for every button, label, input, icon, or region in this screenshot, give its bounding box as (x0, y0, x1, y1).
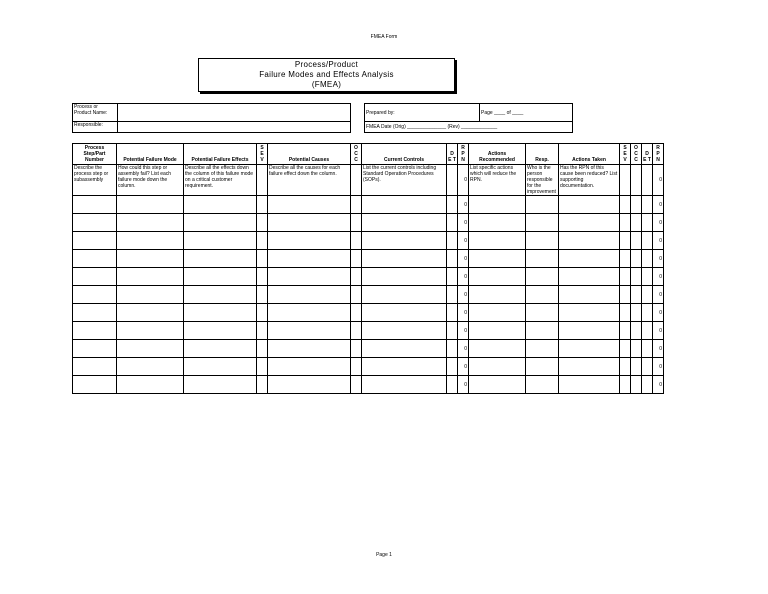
cell-resp[interactable] (526, 268, 559, 286)
col-resp: Resp. (526, 144, 559, 165)
cell-occ-2[interactable] (631, 286, 642, 304)
cell-failure-effects[interactable] (184, 340, 257, 358)
cell-resp[interactable] (526, 358, 559, 376)
cell-causes[interactable] (268, 340, 351, 358)
cell-causes[interactable] (268, 358, 351, 376)
cell-rpn-2: 0 (653, 196, 664, 214)
cell-sev-2[interactable] (620, 232, 631, 250)
table-row (73, 322, 664, 340)
cell-step[interactable] (73, 214, 117, 232)
cell-det[interactable] (447, 358, 458, 376)
example-occ-2[interactable] (631, 165, 642, 196)
cell-failure-mode[interactable] (117, 358, 184, 376)
cell-rpn: 0 (458, 268, 469, 286)
cell-det[interactable] (447, 286, 458, 304)
cell-occ[interactable] (351, 250, 362, 268)
cell-rpn-2: 0 (653, 304, 664, 322)
cell-controls[interactable] (362, 358, 447, 376)
cell-causes[interactable] (268, 304, 351, 322)
cell-sev-2[interactable] (620, 250, 631, 268)
cell-det[interactable] (447, 322, 458, 340)
process-name-field[interactable] (118, 104, 351, 122)
cell-controls[interactable] (362, 376, 447, 394)
fmea-date-field[interactable]: FMEA Date (Orig) ______________ (Rev) _____________ (365, 122, 573, 133)
cell-occ-2[interactable] (631, 358, 642, 376)
cell-det-2[interactable] (642, 376, 653, 394)
cell-sev[interactable] (257, 214, 268, 232)
cell-sev-2[interactable] (620, 304, 631, 322)
cell-step[interactable] (73, 196, 117, 214)
cell-controls[interactable] (362, 196, 447, 214)
cell-causes[interactable] (268, 268, 351, 286)
table-row (73, 376, 664, 394)
cell-det[interactable] (447, 214, 458, 232)
cell-rpn: 0 (458, 376, 469, 394)
cell-controls[interactable] (362, 250, 447, 268)
cell-failure-mode[interactable] (117, 304, 184, 322)
fmea-header-row (73, 144, 664, 165)
cell-sev[interactable] (257, 250, 268, 268)
col-failure-effects: Potential Failure Effects (184, 144, 257, 165)
cell-resp[interactable] (526, 376, 559, 394)
cell-rpn-2: 0 (653, 322, 664, 340)
cell-det[interactable] (447, 340, 458, 358)
cell-controls[interactable] (362, 340, 447, 358)
cell-actions-taken[interactable] (559, 376, 620, 394)
cell-resp[interactable] (526, 232, 559, 250)
cell-resp[interactable] (526, 340, 559, 358)
example-det[interactable] (447, 165, 458, 196)
cell-step[interactable] (73, 376, 117, 394)
cell-step[interactable] (73, 322, 117, 340)
cell-failure-effects[interactable] (184, 250, 257, 268)
table-row (73, 268, 664, 286)
cell-rpn-2: 0 (653, 250, 664, 268)
cell-failure-mode[interactable] (117, 232, 184, 250)
cell-failure-mode[interactable] (117, 322, 184, 340)
cell-failure-effects[interactable] (184, 232, 257, 250)
cell-rpn-2: 0 (653, 376, 664, 394)
col-failure-mode: Potential Failure Mode (117, 144, 184, 165)
cell-sev-2[interactable] (620, 322, 631, 340)
cell-sev-2[interactable] (620, 340, 631, 358)
cell-step[interactable] (73, 340, 117, 358)
example-sev[interactable] (257, 165, 268, 196)
cell-rpn-2: 0 (653, 232, 664, 250)
cell-resp[interactable] (526, 196, 559, 214)
cell-controls[interactable] (362, 214, 447, 232)
example-rpn-2: 0 (653, 165, 664, 196)
cell-actions-recommended[interactable] (469, 376, 526, 394)
cell-occ-2[interactable] (631, 376, 642, 394)
cell-actions-recommended[interactable] (469, 358, 526, 376)
cell-occ-2[interactable] (631, 304, 642, 322)
col-det-2: D E T (642, 144, 653, 165)
cell-causes[interactable] (268, 250, 351, 268)
table-row (73, 214, 664, 232)
col-sev-2: S E V (620, 144, 631, 165)
cell-rpn: 0 (458, 214, 469, 232)
example-rpn: 0 (458, 165, 469, 196)
table-row (73, 340, 664, 358)
cell-step[interactable] (73, 358, 117, 376)
example-failure-mode[interactable]: How could this step or assembly fail? List each failure mode down the column. (117, 165, 184, 196)
cell-failure-effects[interactable] (184, 358, 257, 376)
cell-failure-effects[interactable] (184, 196, 257, 214)
col-sev: S E V (257, 144, 268, 165)
cell-actions-recommended[interactable] (469, 322, 526, 340)
col-occ-2: O C C (631, 144, 642, 165)
cell-occ-2[interactable] (631, 322, 642, 340)
col-actions-recommended: Actions Recommended (469, 144, 526, 165)
table-row (73, 358, 664, 376)
table-row (73, 250, 664, 268)
col-rpn-2: R P N (653, 144, 664, 165)
responsible-label: Responsible: (73, 122, 118, 133)
cell-det[interactable] (447, 232, 458, 250)
cell-failure-effects[interactable] (184, 376, 257, 394)
cell-actions-recommended[interactable] (469, 214, 526, 232)
cell-failure-mode[interactable] (117, 376, 184, 394)
prepared-by-field[interactable]: Prepared by: (365, 104, 480, 122)
cell-det-2[interactable] (642, 358, 653, 376)
cell-controls[interactable] (362, 322, 447, 340)
cell-sev[interactable] (257, 232, 268, 250)
cell-occ[interactable] (351, 232, 362, 250)
cell-failure-effects[interactable] (184, 322, 257, 340)
cell-step[interactable] (73, 286, 117, 304)
process-name-label: Process or Product Name: (73, 104, 118, 122)
title-line-3: (FMEA) (311, 80, 342, 89)
cell-occ[interactable] (351, 340, 362, 358)
prepared-info-table (364, 103, 573, 133)
cell-det-2[interactable] (642, 268, 653, 286)
cell-det-2[interactable] (642, 286, 653, 304)
cell-actions-recommended[interactable] (469, 232, 526, 250)
cell-resp[interactable] (526, 214, 559, 232)
example-det-2[interactable] (642, 165, 653, 196)
cell-sev[interactable] (257, 304, 268, 322)
cell-actions-recommended[interactable] (469, 340, 526, 358)
cell-actions-taken[interactable] (559, 358, 620, 376)
cell-actions-recommended[interactable] (469, 196, 526, 214)
cell-sev-2[interactable] (620, 358, 631, 376)
cell-rpn: 0 (458, 232, 469, 250)
example-sev-2[interactable] (620, 165, 631, 196)
responsible-field[interactable] (118, 122, 351, 133)
cell-sev[interactable] (257, 322, 268, 340)
title-line-1: Process/Product (294, 60, 359, 69)
cell-controls[interactable] (362, 232, 447, 250)
cell-occ-2[interactable] (631, 196, 642, 214)
col-rpn: R P N (458, 144, 469, 165)
cell-step[interactable] (73, 268, 117, 286)
page-of-field[interactable]: Page ____ of ____ (480, 104, 573, 122)
example-controls[interactable]: List the current controls including Standard Operation Procedures (SOPs). (362, 165, 447, 196)
page-number: Page 1 (376, 552, 392, 558)
cell-det-2[interactable] (642, 322, 653, 340)
cell-occ[interactable] (351, 268, 362, 286)
cell-failure-effects[interactable] (184, 286, 257, 304)
cell-rpn-2: 0 (653, 286, 664, 304)
cell-det[interactable] (447, 304, 458, 322)
cell-det-2[interactable] (642, 232, 653, 250)
cell-occ[interactable] (351, 304, 362, 322)
cell-det[interactable] (447, 268, 458, 286)
cell-actions-taken[interactable] (559, 250, 620, 268)
cell-actions-taken[interactable] (559, 268, 620, 286)
cell-rpn-2: 0 (653, 214, 664, 232)
cell-sev[interactable] (257, 358, 268, 376)
table-row (73, 232, 664, 250)
cell-det-2[interactable] (642, 340, 653, 358)
cell-sev-2[interactable] (620, 196, 631, 214)
process-info-table (72, 103, 351, 133)
cell-controls[interactable] (362, 286, 447, 304)
form-title-box (198, 58, 455, 92)
col-det: D E T (447, 144, 458, 165)
cell-rpn-2: 0 (653, 340, 664, 358)
cell-rpn: 0 (458, 322, 469, 340)
cell-sev[interactable] (257, 196, 268, 214)
col-actions-taken: Actions Taken (559, 144, 620, 165)
cell-actions-recommended[interactable] (469, 304, 526, 322)
cell-rpn-2: 0 (653, 358, 664, 376)
cell-actions-recommended[interactable] (469, 250, 526, 268)
example-failure-effects[interactable]: Describe all the effects down the column of this failure mode on a critical customer requirement. (184, 165, 257, 196)
cell-occ-2[interactable] (631, 232, 642, 250)
cell-det[interactable] (447, 250, 458, 268)
cell-sev-2[interactable] (620, 214, 631, 232)
col-occ: O C C (351, 144, 362, 165)
cell-rpn: 0 (458, 250, 469, 268)
cell-step[interactable] (73, 232, 117, 250)
col-potential-causes: Potential Causes (268, 144, 351, 165)
cell-occ-2[interactable] (631, 340, 642, 358)
cell-failure-mode[interactable] (117, 250, 184, 268)
cell-resp[interactable] (526, 250, 559, 268)
example-step[interactable]: Describe the process step or subassembly (73, 165, 117, 196)
cell-failure-mode[interactable] (117, 196, 184, 214)
cell-sev[interactable] (257, 376, 268, 394)
cell-failure-effects[interactable] (184, 214, 257, 232)
cell-det-2[interactable] (642, 304, 653, 322)
cell-failure-mode[interactable] (117, 286, 184, 304)
cell-causes[interactable] (268, 214, 351, 232)
cell-sev[interactable] (257, 268, 268, 286)
form-header-label: FMEA Form (370, 34, 398, 40)
cell-actions-taken[interactable] (559, 214, 620, 232)
cell-occ-2[interactable] (631, 268, 642, 286)
col-process-step: Process Step/Part Number (73, 144, 117, 165)
cell-resp[interactable] (526, 286, 559, 304)
example-resp[interactable]: Who is the person responsible for the improvement (526, 165, 559, 196)
cell-occ[interactable] (351, 376, 362, 394)
cell-rpn: 0 (458, 196, 469, 214)
cell-sev-2[interactable] (620, 268, 631, 286)
cell-causes[interactable] (268, 322, 351, 340)
cell-resp[interactable] (526, 304, 559, 322)
cell-failure-mode[interactable] (117, 340, 184, 358)
cell-rpn: 0 (458, 286, 469, 304)
example-occ[interactable] (351, 165, 362, 196)
cell-actions-taken[interactable] (559, 304, 620, 322)
cell-rpn: 0 (458, 340, 469, 358)
cell-occ[interactable] (351, 214, 362, 232)
cell-causes[interactable] (268, 196, 351, 214)
table-row (73, 196, 664, 214)
cell-sev[interactable] (257, 286, 268, 304)
example-causes[interactable]: Describe all the causes for each failure effect down the column. (268, 165, 351, 196)
cell-occ-2[interactable] (631, 214, 642, 232)
cell-sev-2[interactable] (620, 286, 631, 304)
cell-occ[interactable] (351, 322, 362, 340)
table-row (73, 304, 664, 322)
cell-causes[interactable] (268, 286, 351, 304)
cell-actions-taken[interactable] (559, 232, 620, 250)
cell-causes[interactable] (268, 376, 351, 394)
cell-rpn: 0 (458, 304, 469, 322)
cell-failure-mode[interactable] (117, 214, 184, 232)
cell-failure-effects[interactable] (184, 304, 257, 322)
cell-occ-2[interactable] (631, 250, 642, 268)
cell-actions-recommended[interactable] (469, 286, 526, 304)
cell-actions-taken[interactable] (559, 196, 620, 214)
cell-det-2[interactable] (642, 196, 653, 214)
example-row (73, 165, 664, 196)
cell-det[interactable] (447, 196, 458, 214)
cell-det-2[interactable] (642, 214, 653, 232)
cell-actions-taken[interactable] (559, 286, 620, 304)
fmea-table (72, 143, 664, 394)
cell-sev-2[interactable] (620, 376, 631, 394)
cell-occ[interactable] (351, 286, 362, 304)
col-current-controls: Current Controls (362, 144, 447, 165)
cell-actions-taken[interactable] (559, 340, 620, 358)
cell-actions-recommended[interactable] (469, 268, 526, 286)
cell-rpn: 0 (458, 358, 469, 376)
cell-occ[interactable] (351, 196, 362, 214)
cell-det-2[interactable] (642, 250, 653, 268)
cell-rpn-2: 0 (653, 268, 664, 286)
cell-controls[interactable] (362, 304, 447, 322)
table-row (73, 286, 664, 304)
cell-actions-taken[interactable] (559, 322, 620, 340)
cell-det[interactable] (447, 376, 458, 394)
cell-sev[interactable] (257, 340, 268, 358)
cell-failure-effects[interactable] (184, 268, 257, 286)
cell-causes[interactable] (268, 232, 351, 250)
example-actions-recommended[interactable]: List specific actions which will reduce the RPN. (469, 165, 526, 196)
cell-occ[interactable] (351, 358, 362, 376)
title-line-2: Failure Modes and Effects Analysis (259, 70, 394, 79)
cell-step[interactable] (73, 250, 117, 268)
cell-step[interactable] (73, 304, 117, 322)
cell-failure-mode[interactable] (117, 268, 184, 286)
example-actions-taken[interactable]: Has the RPN of this cause been reduced? List supporting documentation. (559, 165, 620, 196)
cell-controls[interactable] (362, 268, 447, 286)
cell-resp[interactable] (526, 322, 559, 340)
